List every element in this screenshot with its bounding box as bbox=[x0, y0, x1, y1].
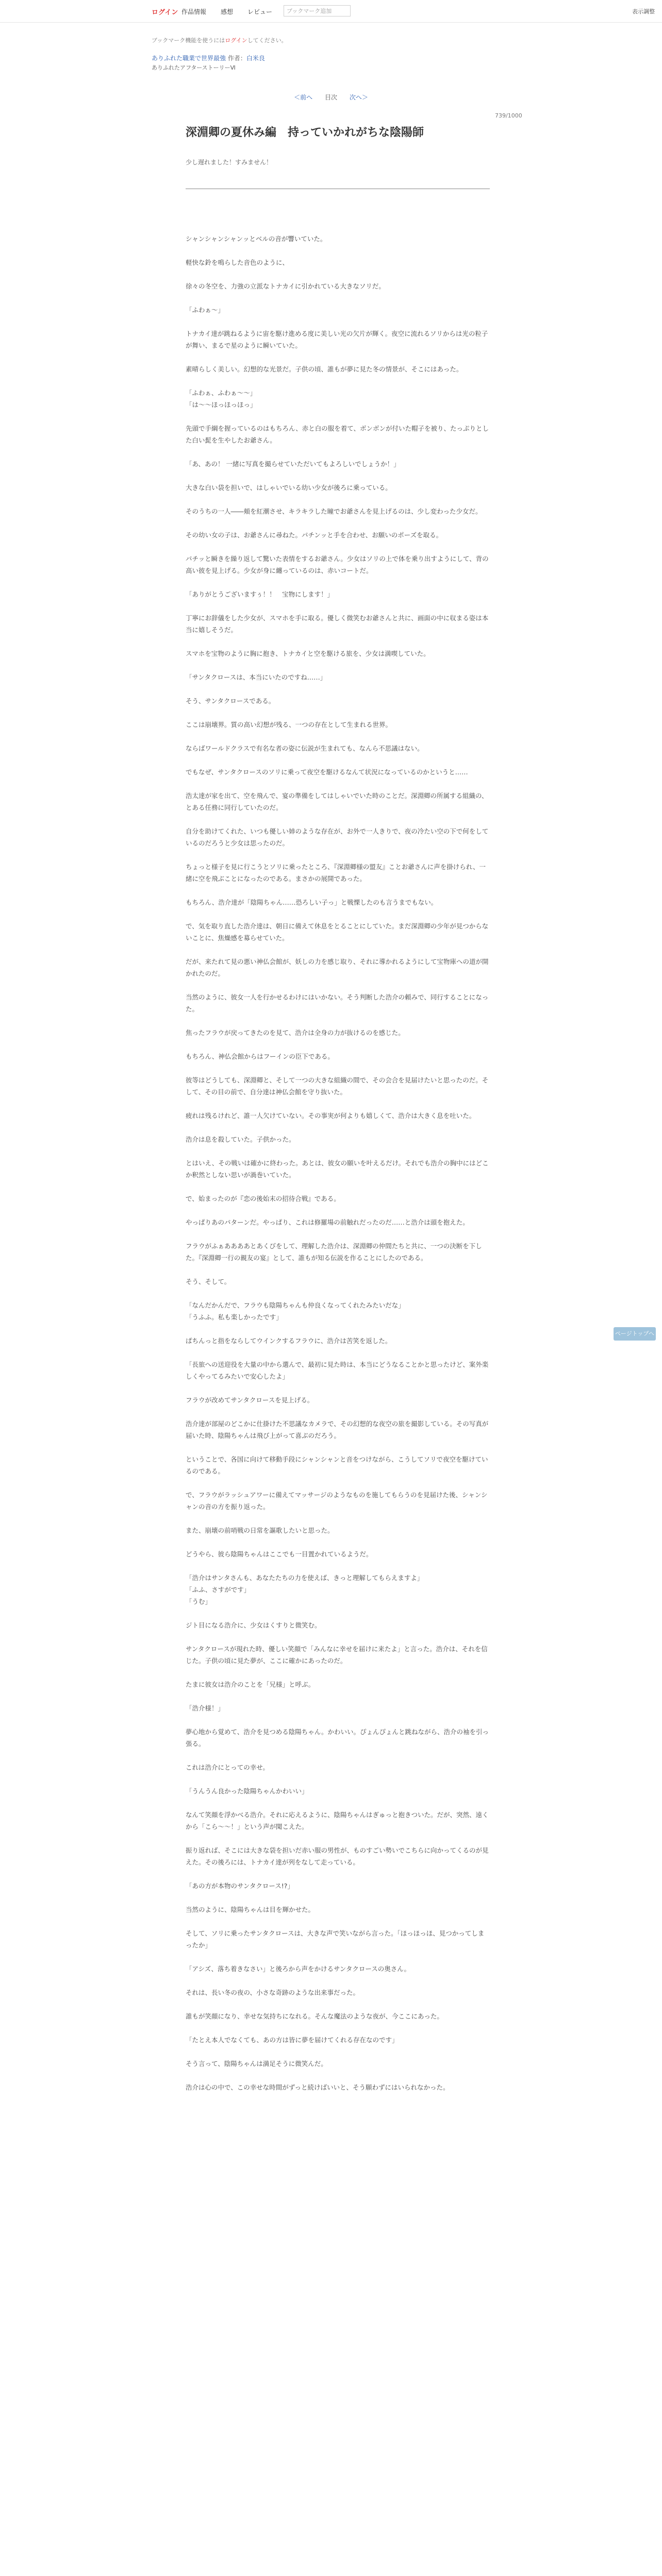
body-paragraph bbox=[186, 470, 490, 482]
body-paragraph bbox=[186, 1714, 490, 1726]
login-link[interactable]: ログイン bbox=[152, 9, 178, 16]
body-paragraph: 彼等はどうしても、深淵卿と、そして一つの大きな組織の間で、その会合を見届けたいと思ったのだ。そして、その目の前で、自分達は神仏会館を守り抜いた。 bbox=[186, 1076, 489, 1096]
body-paragraph: で、気を取り直した浩介達は、朝日に備えて休息をとることにしていた。まだ深淵卿の少年が見つからないことに、焦燥感を募らせていた。 bbox=[186, 922, 489, 942]
body-paragraph: これは浩介にとっての幸せ。 bbox=[186, 1764, 269, 1771]
body-paragraph bbox=[186, 1951, 490, 1963]
chapter-group: ありふれたアフターストーリーⅥ bbox=[152, 64, 236, 71]
body-paragraph: 焦ったフラウが戻ってきたのを見て、浩介は全身の力が抜けるのを感じた。 bbox=[186, 1029, 405, 1037]
body-paragraph bbox=[186, 1560, 490, 1572]
body-paragraph: で、始まったのが『恋の後始末の招待合戦』である。 bbox=[186, 1195, 340, 1202]
body-paragraph bbox=[186, 541, 490, 553]
body-paragraph bbox=[186, 1145, 490, 1157]
body-paragraph bbox=[186, 1631, 490, 1643]
body-paragraph bbox=[186, 351, 490, 363]
body-paragraph: 丁寧にお辞儀をした少女が、スマホを手に取る。優しく微笑むお爺さんと共に、画面の中に収まる姿は本当に嬉しそうだ。 bbox=[186, 614, 489, 634]
body-paragraph: 浩太達が家を出て、空を飛んで、宴の準備をしてはしゃいでいた時のことだ。深淵卿の所属する組織の、とある任務に同行していたのだ。 bbox=[186, 792, 488, 811]
series-info bbox=[152, 54, 265, 63]
body-paragraph: で、フラウがラッシュアワーに備えてマッサージのようなものを施してもらうのを見届けた後、シャンシャンの音の方を振り返った。 bbox=[186, 1491, 488, 1511]
body-paragraph bbox=[186, 494, 490, 505]
body-paragraph: 「うふふ。私も楽しかったです」 bbox=[186, 1313, 283, 1321]
body-paragraph bbox=[186, 1442, 490, 1453]
body-paragraph: ここは崩壊界。質の高い幻想が残る、一つの存在として生まれる世界。 bbox=[186, 721, 392, 728]
body-paragraph: 浩介は心の中で、この幸せな時間がずっと続けばいいと、そう願わずにはいられなかった。 bbox=[186, 2083, 450, 2091]
body-paragraph: そう、そして。 bbox=[186, 1278, 231, 1285]
series-title[interactable]: ありふれた職業で世界最強 bbox=[152, 55, 226, 62]
body-paragraph bbox=[186, 683, 490, 695]
body-paragraph: とはいえ、その戦いは確かに終わった。あとは、彼女の願いを叶えるだけ。それでも浩介の胸中にはどこか釈然としない思いが渦巻いていた。 bbox=[186, 1159, 489, 1179]
body-paragraph: ジト目になる浩介に、少女はくすりと微笑む。 bbox=[186, 1621, 321, 1629]
top-bar bbox=[0, 0, 662, 23]
body-paragraph bbox=[186, 245, 490, 257]
body-paragraph bbox=[186, 1607, 490, 1619]
body-paragraph bbox=[186, 1536, 490, 1548]
body-paragraph bbox=[186, 1998, 490, 2010]
toc-link[interactable]: 目次 bbox=[324, 94, 337, 101]
body-paragraph: 軽快な鈴を鳴らした音色のように、 bbox=[186, 259, 289, 266]
body-paragraph: 「浩介様！」 bbox=[186, 1704, 225, 1712]
body-paragraph bbox=[186, 1833, 490, 1844]
display-settings-link[interactable]: 表示調整 bbox=[632, 8, 655, 15]
novel-body bbox=[186, 233, 490, 2093]
body-paragraph: 自分を助けてくれた、いつも優しい姉のような存在が、お外で一人きりで、夜の冷たい空の下で何をしているのだろうと少女は思ったのだ。 bbox=[186, 827, 489, 847]
chapter-title: 深淵卿の夏休み編 持っていかれがちな陰陽師 bbox=[186, 126, 424, 139]
body-paragraph: ぱちんっと指をならしてウインクするフラウに、浩介は苦笑を返した。 bbox=[186, 1337, 392, 1345]
body-paragraph: 「は〜〜ほっほっほっ」 bbox=[186, 401, 257, 409]
body-paragraph: 「アシズ、落ち着きなさい」と後ろから声をかけるサンタクロースの奥さん。 bbox=[186, 1965, 411, 1973]
body-paragraph bbox=[186, 885, 490, 896]
chapter-lead: 少し遅れました！すみません！ bbox=[186, 159, 273, 166]
body-paragraph: 「サンタクロースは、本当にいたのですね……」 bbox=[186, 673, 327, 681]
nav-item-review[interactable]: レビュー bbox=[247, 8, 273, 15]
pager-top bbox=[0, 93, 662, 101]
body-paragraph bbox=[186, 659, 490, 671]
body-paragraph bbox=[186, 814, 490, 825]
body-paragraph bbox=[186, 577, 490, 588]
body-paragraph bbox=[186, 292, 490, 304]
body-paragraph: どうやら、彼ら陰陽ちゃんはここでも一目置かれているようだ。 bbox=[186, 1550, 373, 1558]
body-paragraph: 「ありがとうございますぅ！！ 宝物にします！」 bbox=[186, 590, 334, 598]
body-paragraph bbox=[186, 908, 490, 920]
body-paragraph bbox=[186, 375, 490, 387]
body-paragraph bbox=[186, 1039, 490, 1050]
body-paragraph: たまに彼女は浩介のことを「兄様」と呼ぶ。 bbox=[186, 1681, 315, 1688]
body-paragraph bbox=[186, 636, 490, 648]
body-paragraph: 当然のように、陰陽ちゃんは目を輝かせた。 bbox=[186, 1906, 315, 1913]
body-paragraph: ならばワールドクラスで有名な者の姿に伝説が生まれても、なんら不思議はない。 bbox=[186, 744, 424, 752]
body-paragraph bbox=[186, 1868, 490, 1880]
body-paragraph bbox=[186, 1916, 490, 1927]
nav-item-impressions[interactable]: 感想 bbox=[221, 8, 234, 15]
body-paragraph: 「浩介はサンタさんも、あなたたちの力を使えば、きっと理解してもらえますよ」 bbox=[186, 1574, 424, 1582]
body-paragraph: 「あの方が本物のサンタクロース!?」 bbox=[186, 1882, 294, 1890]
body-paragraph bbox=[186, 1181, 490, 1193]
body-paragraph bbox=[186, 411, 490, 422]
body-paragraph: ちょっと様子を見に行こうとソリに乗ったところ、『深淵卿様の盟友』ことお爺さんに声を掛けられ、一緒に空を飛ぶことになったのである。まさかの展開であった。 bbox=[186, 863, 486, 883]
body-paragraph bbox=[186, 1690, 490, 1702]
body-paragraph: もちろん、浩介達が「陰陽ちゃん……恐ろしい子っ」と戦慄したのも言うまでもない。 bbox=[186, 899, 438, 906]
body-paragraph: でもなぜ、サンタクロースのソリに乗って夜空を駆けるなんて状況になっているのかというと…… bbox=[186, 768, 468, 776]
body-paragraph: もちろん、神仏会館からはフーインの臣下である。 bbox=[186, 1053, 334, 1060]
body-paragraph bbox=[186, 600, 490, 612]
body-paragraph: フラウがふぁああああとあくびをして、理解した浩介は、深淵卿の仲間たちと共に、一つの決断を下した。『深淵卿一行の親友の宴』として、誰もが知る伝説を作ることにしたのである。 bbox=[186, 1242, 482, 1262]
body-paragraph: そして、ソリに乗ったサンタクロースは、大きな声で笑いながら言った。「ほっほっほ、見つかってしまったか」 bbox=[186, 1929, 485, 1949]
body-paragraph: やっぱりあのパターンだ。やっぱり、これは修羅場の前触れだったのだ……と浩介は頭を抱えた。 bbox=[186, 1218, 469, 1226]
body-paragraph bbox=[186, 1406, 490, 1418]
body-paragraph: そう、サンタクロースである。 bbox=[186, 697, 275, 705]
body-paragraph bbox=[186, 1797, 490, 1809]
body-paragraph bbox=[186, 1264, 490, 1276]
body-paragraph bbox=[186, 446, 490, 458]
body-paragraph: それは、長い冬の夜の、小さな奇跡のような出来事だった。 bbox=[186, 1989, 360, 1996]
body-paragraph bbox=[186, 979, 490, 991]
author-link[interactable]: 白米良 bbox=[246, 55, 265, 62]
body-paragraph bbox=[186, 778, 490, 790]
body-paragraph bbox=[186, 316, 490, 328]
body-paragraph: 素晴らしく美しい。幻想的な光景だ。子供の頃、誰もが夢に見た冬の情景が、そこにはあった。 bbox=[186, 365, 463, 373]
notice-login-link[interactable]: ログイン bbox=[225, 37, 247, 44]
header-nav bbox=[181, 7, 272, 16]
body-paragraph: 「たとえ本人でなくても、あの方は皆に夢を届けてくれる存在なのです」 bbox=[186, 2036, 399, 2044]
body-paragraph bbox=[186, 944, 490, 956]
bookmark-notice bbox=[152, 36, 287, 44]
body-paragraph bbox=[186, 1228, 490, 1240]
page-top-button[interactable]: ページトップへ bbox=[614, 1327, 656, 1341]
body-paragraph: パチッと瞬きを繰り返して驚いた表情をするお爺さん。少女はソリの上で体を乗り出すようにして、背の高い彼を見上げる。少女が身に纏っているのは、赤いコートだ。 bbox=[186, 555, 489, 574]
body-paragraph bbox=[186, 1323, 490, 1335]
body-paragraph: フラウが改めてサンタクロースを見上げる。 bbox=[186, 1396, 314, 1404]
body-paragraph: 浩介は息を殺していた。子供かった。 bbox=[186, 1136, 295, 1143]
body-paragraph: 浩介達が部屋のどこかに仕掛けた不思議なカメラで、その幻想的な夜空の旅を撮影している。その写真が届いた時、陰陽ちゃんは飛び上がって喜ぶのだろう。 bbox=[186, 1420, 489, 1439]
body-paragraph: 「うんうん良かった陰陽ちゃんかわいい」 bbox=[186, 1787, 308, 1795]
body-paragraph: 振り返れば、そこには大きな袋を担いだ赤い服の男性が、ものすごい勢いでこちらに向かってくるのが見えた。その後ろには、トナカイ達が列をなして走っている。 bbox=[186, 1846, 489, 1866]
body-paragraph bbox=[186, 849, 490, 861]
notice-suffix: してください。 bbox=[247, 37, 287, 44]
body-paragraph bbox=[186, 1205, 490, 1216]
body-paragraph: トナカイ達が跳ねるように宙を駆け進める度に美しい光の欠片が輝く。夜空に流れるソリからは光の粒子が舞い、まるで星のように瞬いていた。 bbox=[186, 330, 488, 349]
body-paragraph bbox=[186, 1667, 490, 1679]
body-paragraph: サンタクロースが現れた時、優しい笑顔で「みんなに幸せを届けに来たよ」と言った。浩介は、それを信じた。子供の頃に見た夢が、ここに確かにあったのだ。 bbox=[186, 1645, 488, 1665]
body-paragraph bbox=[186, 1750, 490, 1761]
body-paragraph bbox=[186, 1975, 490, 1987]
bookmark-input[interactable] bbox=[284, 5, 351, 16]
body-paragraph bbox=[186, 268, 490, 280]
body-paragraph: スマホを宝物のように胸に抱き、トナカイと空を駆ける旅を、少女は満喫していた。 bbox=[186, 650, 430, 657]
body-paragraph bbox=[186, 754, 490, 766]
body-paragraph: ということで、各国に向けて移動手段にシャンシャンと音をつけながら、こうしてソリで夜空を駆けているのである。 bbox=[186, 1455, 488, 1475]
body-paragraph bbox=[186, 1062, 490, 1074]
body-paragraph bbox=[186, 2070, 490, 2081]
body-paragraph bbox=[186, 517, 490, 529]
body-paragraph: 大きな白い袋を担いで、はしゃいでいる幼い少女が後ろに乗っている。 bbox=[186, 484, 392, 492]
body-paragraph: 「ふわぁ〜」 bbox=[186, 306, 224, 314]
body-paragraph: そう言って、陰陽ちゃんは満足そうに微笑んだ。 bbox=[186, 2060, 327, 2067]
body-paragraph: 疲れは残るけれど、誰一人欠けていない。その事実が何よりも嬉しくて、浩介は大きく息を吐いた。 bbox=[186, 1112, 476, 1120]
body-paragraph: 徐々の冬空を、力強の立派なトナカイに引かれている大きなソリだ。 bbox=[186, 282, 385, 290]
body-paragraph: シャンシャンシャンッとベルの音が響いていた。 bbox=[186, 235, 327, 243]
body-paragraph: 「ふわぁ、ふわぁ〜〜」 bbox=[186, 389, 257, 397]
body-paragraph: そのうちの一人――頬を紅潮させ、キラキラした瞳でお爺さんを見上げるのは、少し変わった少女だ。 bbox=[186, 507, 482, 515]
body-paragraph bbox=[186, 731, 490, 742]
body-paragraph: また、崩壊の前哨戦の日常を謳歌したいと思った。 bbox=[186, 1527, 334, 1534]
body-paragraph: その幼い女の子は、お爺さんに尋ねた。パチンッと手を合わせ、お願いのポーズを取る。 bbox=[186, 531, 443, 539]
body-paragraph bbox=[186, 1382, 490, 1394]
prev-link[interactable]: ＜前へ bbox=[294, 94, 313, 101]
body-paragraph bbox=[186, 1347, 490, 1359]
chapter-number: 739/1000 bbox=[495, 112, 522, 119]
body-paragraph bbox=[186, 1122, 490, 1133]
body-paragraph bbox=[186, 1098, 490, 1110]
body-paragraph: なんて笑顔を浮かべる浩介。それに応えるように、陰陽ちゃんはぎゅっと抱きついた。だが、突然、遠くから「こら〜〜！」という声が聞こえた。 bbox=[186, 1811, 489, 1831]
body-paragraph: 誰もが笑顔になり、幸せな気持ちになれる。そんな魔法のような夜が、今ここにあった。 bbox=[186, 2012, 443, 2020]
body-paragraph: 「うむ」 bbox=[186, 1598, 212, 1605]
body-paragraph: だが、来たれて見の悪い神仏会館が、妖しの力を感じ取り、それに導かれるようにして宝物庫への道が開かれたのだ。 bbox=[186, 958, 489, 977]
body-paragraph bbox=[186, 1477, 490, 1489]
body-paragraph bbox=[186, 2022, 490, 2034]
notice-prefix: ブックマーク機能を使うには bbox=[152, 37, 225, 44]
body-paragraph: 「あ、あの！ 一緒に写真を撮らせていただいてもよろしいでしょうか！」 bbox=[186, 460, 400, 468]
next-link[interactable]: 次へ＞ bbox=[349, 94, 368, 101]
nav-item-info[interactable]: 作品情報 bbox=[181, 8, 207, 15]
body-paragraph bbox=[186, 1015, 490, 1027]
body-paragraph bbox=[186, 1287, 490, 1299]
body-paragraph: 「なんだかんだで、フラウも陰陽ちゃんも仲良くなってくれたみたいだな」 bbox=[186, 1301, 405, 1309]
author-prefix: 作者： bbox=[227, 55, 246, 62]
body-paragraph: 当然のように、彼女一人を行かせるわけにはいかない。そう判断した浩介の頼みで、同行することになった。 bbox=[186, 993, 489, 1013]
body-paragraph: 夢心地から覚めて、浩介を見つめる陰陽ちゃん。かわいい。ぴょんぴょんと跳ねながら、浩介の袖を引っ張る。 bbox=[186, 1728, 489, 1748]
body-paragraph bbox=[186, 1892, 490, 1904]
body-paragraph: 「ふふ、さすがです」 bbox=[186, 1586, 251, 1594]
body-paragraph: 先頭で手綱を握っているのはもちろん、赤と白の服を着て、ボンボンが付いた帽子を被り、たっぷりとした白い髭を生やしたお爺さん。 bbox=[186, 425, 489, 444]
body-paragraph bbox=[186, 2046, 490, 2058]
body-paragraph bbox=[186, 707, 490, 719]
body-paragraph bbox=[186, 1773, 490, 1785]
body-paragraph: 「長旅への送迎役を大量の中から選んで、最初に見た時は、本当にどうなることかと思ったけど、案外楽しくやってるみたいで安心したよ」 bbox=[186, 1361, 489, 1380]
body-paragraph bbox=[186, 1513, 490, 1524]
